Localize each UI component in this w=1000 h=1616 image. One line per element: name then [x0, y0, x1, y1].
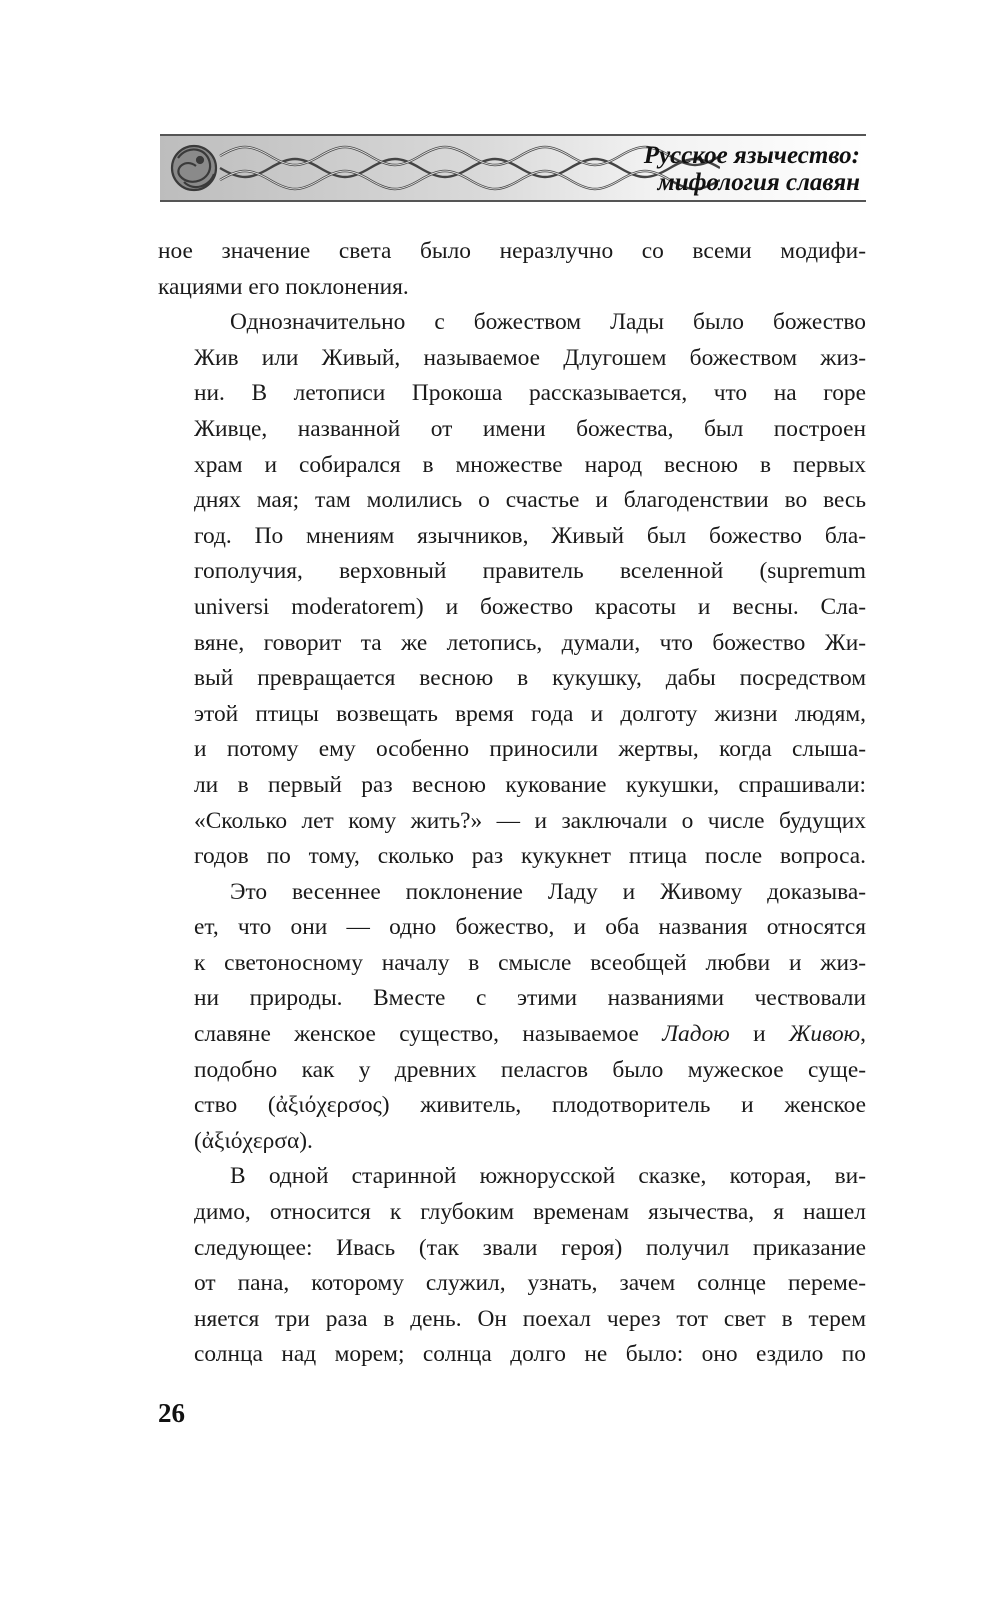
paragraph-1 [158, 234, 866, 305]
text-line: Это весеннее поклонение Ладу и Живому доказыва- [230, 878, 866, 905]
header-title-line-1: Русское язычество: [643, 142, 860, 169]
text-line: и потому ему особенно приносили жертвы, когда слыша- [194, 736, 866, 763]
text-line: ет, что они — одно божество, и оба названия относятся [194, 914, 866, 941]
text-line: следующее: Ивась (так звали героя) получил приказание [194, 1234, 866, 1261]
text-line-with-italics [158, 1017, 866, 1053]
text-line: храм и собирался в множестве народ весною в первых [194, 451, 866, 478]
text-line: от пана, которому служил, узнать, зачем солнце переме- [194, 1270, 866, 1297]
page-body [158, 234, 866, 1373]
paragraph-4 [158, 1159, 866, 1373]
text-line: днях мая; там молились о счастье и благоденствии во весь [194, 487, 866, 514]
text-line: ни природы. Вместе с этими названиями чествовали [194, 985, 866, 1012]
text-line: В одной старинной южнорусской сказке, которая, ви- [230, 1163, 866, 1190]
italic-term-zhivoyu: Живою [788, 1021, 861, 1048]
page-number: 26 [158, 1398, 185, 1428]
text-line: гополучия, верховный правитель вселенной (supremum [194, 558, 866, 585]
braided-knot-ornament-icon [160, 136, 720, 200]
text-line: год. По мнениям язычников, Живый был божество бла- [194, 522, 866, 549]
text-line: Живце, названной от имени божества, был построен [194, 415, 866, 442]
text-run: , [860, 1021, 866, 1048]
text-line: ни. В летописи Прокоша рассказывается, что на горе [194, 380, 866, 407]
paragraph-3 [158, 875, 866, 1160]
paragraph-2 [158, 305, 866, 875]
running-header-title [644, 142, 860, 196]
text-line: вый превращается весною в кукушку, дабы посредством [194, 665, 866, 692]
header-title-line-2: мифология славян [657, 169, 860, 196]
text-line: ное значение света было неразлучно со всеми модифи- [158, 238, 866, 264]
text-line: подобно как у древних пеласгов было мужеское суще- [194, 1056, 866, 1083]
text-line: (ἀξιόχερσα). [194, 1127, 313, 1154]
running-header [160, 134, 866, 202]
text-line: годов по тому, сколько раз кукукнет птица после вопроса. [194, 843, 866, 870]
text-line: димо, относится к глубоким временам язычества, я нашел [194, 1199, 866, 1226]
text-line: ство (ἀξιόχερσος) живитель, плодотворитель и женское [194, 1092, 866, 1119]
text-line: universi moderatorem) и божество красоты и весны. Сла- [194, 593, 866, 620]
text-line: к светоносному началу в смысле всеобщей любви и жиз- [194, 949, 866, 976]
text-line: вяне, говорит та же летопись, думали, что божество Жи- [194, 629, 866, 656]
text-run: и [729, 1021, 789, 1048]
text-run: славяне женское существо, называемое [194, 1021, 663, 1048]
text-line: Жив или Живый, называемое Длугошем божеством жиз- [194, 344, 866, 371]
text-line: солнца над морем; солнца долго не было: оно ездило по [194, 1341, 866, 1368]
italic-term-ladoyu: Ладою [662, 1021, 730, 1048]
text-line: «Сколько лет кому жить?» — и заключали о числе будущих [194, 807, 866, 834]
text-line: этой птицы возвещать время года и долготу жизни людям, [194, 700, 866, 727]
text-line: ли в первый раз весною кукование кукушки, спрашивали: [194, 771, 866, 798]
text-line: кациями его поклонения. [158, 273, 409, 300]
text-line: няется три раза в день. Он поехал через тот свет в терем [194, 1305, 866, 1332]
text-line: Однозначительно с божеством Лады было божество [230, 309, 866, 336]
